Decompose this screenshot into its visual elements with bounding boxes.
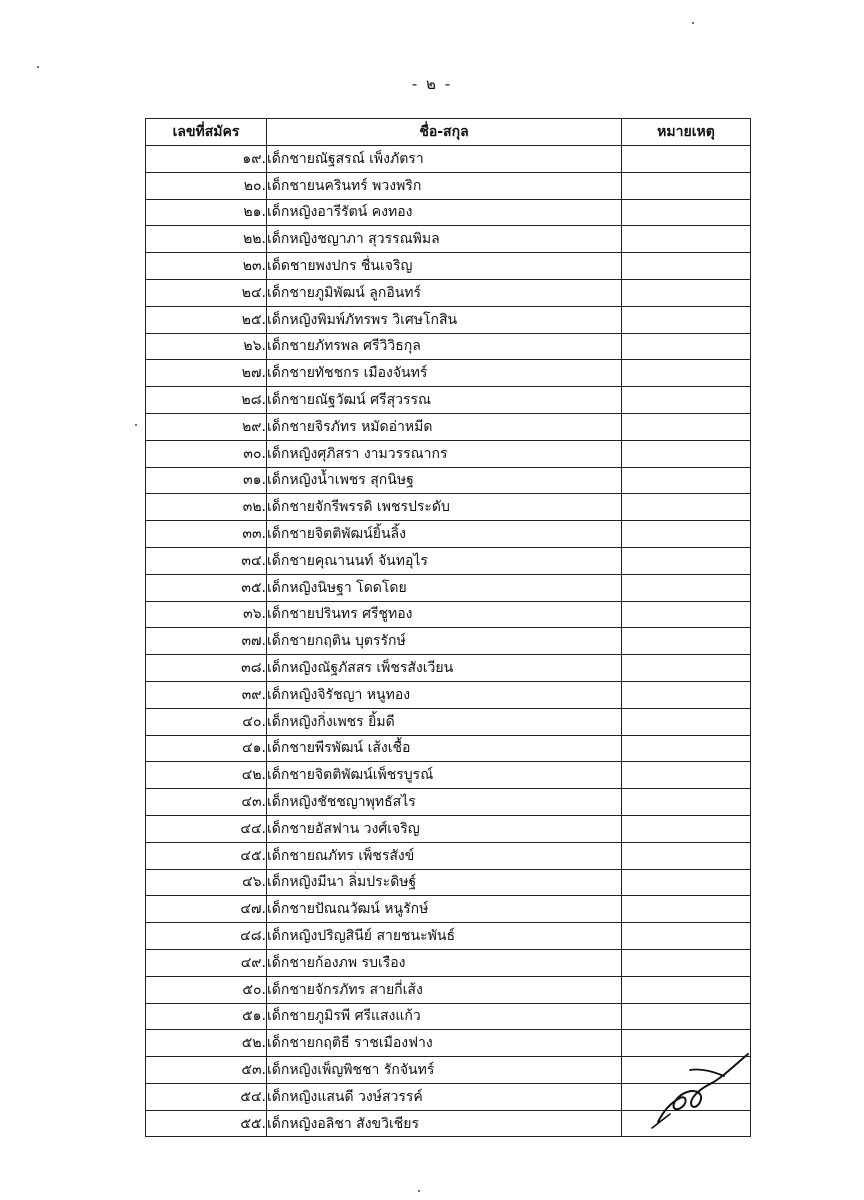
table-row xyxy=(146,869,751,896)
table-row xyxy=(146,949,751,976)
applicant-remark xyxy=(622,655,751,682)
applicant-number: ๕๑. xyxy=(146,1003,267,1030)
applicant-remark xyxy=(622,547,751,574)
table-row xyxy=(146,413,751,440)
scan-speck xyxy=(135,424,137,426)
table-row xyxy=(146,708,751,735)
applicant-remark xyxy=(622,574,751,601)
applicant-number: ๕๕. xyxy=(146,1110,267,1137)
applicant-number: ๕๐. xyxy=(146,976,267,1003)
applicant-number: ๒๕. xyxy=(146,306,267,333)
applicant-name: เด็กหญิงอารีรัตน์ คงทอง xyxy=(267,199,622,226)
scan-speck xyxy=(692,22,694,24)
applicant-name: เด็กหญิงพิมพ์ภัทรพร วิเศษโกสิน xyxy=(267,306,622,333)
applicant-name: เด็กชายก้องภพ รบเรือง xyxy=(267,949,622,976)
applicant-name: เด็กชายภัทรพล ศรีวิวิธกุล xyxy=(267,333,622,360)
applicant-number: ๔๘. xyxy=(146,923,267,950)
applicant-name: เด็กชายพีรพัฒน์ เส้งเชื้อ xyxy=(267,735,622,762)
table-row xyxy=(146,896,751,923)
applicant-remark xyxy=(622,842,751,869)
table-row xyxy=(146,306,751,333)
applicant-number: ๓๒. xyxy=(146,494,267,521)
applicant-name: เด็กหญิงปริญสินีย์ สายชนะพันธ์ xyxy=(267,923,622,950)
applicant-remark xyxy=(622,762,751,789)
table-row xyxy=(146,387,751,414)
applicant-number: ๕๒. xyxy=(146,1030,267,1057)
applicant-remark xyxy=(622,333,751,360)
applicant-name: เด็กชายนครินทร์ พวงพริก xyxy=(267,172,622,199)
applicant-name: เด็กชายภูมิรพี ศรีแสงแก้ว xyxy=(267,1003,622,1030)
applicant-name: เด็กชายจักรภัทร สายกี่เส้ง xyxy=(267,976,622,1003)
applicant-remark xyxy=(622,815,751,842)
applicant-number: ๔๑. xyxy=(146,735,267,762)
applicant-remark xyxy=(622,440,751,467)
applicant-number: ๔๗. xyxy=(146,896,267,923)
table-row xyxy=(146,521,751,548)
applicant-name: เด็กหญิงจิรัชญา หนูทอง xyxy=(267,681,622,708)
table-row xyxy=(146,253,751,280)
header-number: เลขที่สมัคร xyxy=(146,119,267,146)
page-number: - ๒ - xyxy=(411,75,453,93)
applicant-name: เด็กชายจิรภัทร หมัดอ่าหมีด xyxy=(267,413,622,440)
applicant-number: ๒๗. xyxy=(146,360,267,387)
applicant-name: เด็กชายจิตติพัฒน์ยิ้นลิ้ง xyxy=(267,521,622,548)
applicant-number: ๒๖. xyxy=(146,333,267,360)
table-row xyxy=(146,547,751,574)
applicant-remark xyxy=(622,521,751,548)
applicant-name: เด็กหญิงกิ่งเพชร ยิ้มดี xyxy=(267,708,622,735)
applicant-remark xyxy=(622,708,751,735)
applicant-name: เด็กชายกฤติน บุตรรักษ์ xyxy=(267,628,622,655)
applicant-name: เด็กหญิงอลิชา สังขวิเชียร xyxy=(267,1110,622,1137)
applicant-name: เด็กหญิงศุภิสรา งามวรรณากร xyxy=(267,440,622,467)
applicant-remark xyxy=(622,413,751,440)
table-row xyxy=(146,735,751,762)
applicant-number: ๔๐. xyxy=(146,708,267,735)
applicant-number: ๓๘. xyxy=(146,655,267,682)
applicant-remark xyxy=(622,253,751,280)
applicant-number: ๔๙. xyxy=(146,949,267,976)
applicant-remark xyxy=(622,789,751,816)
table-row xyxy=(146,360,751,387)
table-row xyxy=(146,789,751,816)
table-header-row xyxy=(146,119,751,146)
applicant-name: เด็กชายณัฐวัฒน์ ศรีสุวรรณ xyxy=(267,387,622,414)
applicant-name: เด็กหญิงนิษฐา โดดโดย xyxy=(267,574,622,601)
applicant-number: ๓๑. xyxy=(146,467,267,494)
table-row xyxy=(146,574,751,601)
scan-speck xyxy=(37,66,39,68)
applicant-remark xyxy=(622,146,751,173)
table-row xyxy=(146,467,751,494)
applicant-remark xyxy=(622,279,751,306)
applicant-number: ๓๙. xyxy=(146,681,267,708)
table-row xyxy=(146,601,751,628)
applicant-number: ๕๓. xyxy=(146,1057,267,1084)
applicant-remark xyxy=(622,306,751,333)
table-row xyxy=(146,226,751,253)
header-name: ชื่อ-สกุล xyxy=(267,119,622,146)
applicant-name: เด็กหญิงมีนา ลิ่มประดิษฐ์ xyxy=(267,869,622,896)
applicant-remark xyxy=(622,601,751,628)
applicant-remark xyxy=(622,172,751,199)
applicant-name: เด็กชายณัฐสรณ์ เพ็งภัตรา xyxy=(267,146,622,173)
applicant-remark xyxy=(622,681,751,708)
applicant-name: เด็กหญิงชัชชญาพุทธัสไร xyxy=(267,789,622,816)
applicant-name: เด็กชายอัสฟาน วงศ์เจริญ xyxy=(267,815,622,842)
applicant-remark xyxy=(622,949,751,976)
applicant-name: เด็กชายทัชชกร เมืองจันทร์ xyxy=(267,360,622,387)
table-row xyxy=(146,976,751,1003)
header-remark: หมายเหตุ xyxy=(622,119,751,146)
table-row xyxy=(146,333,751,360)
applicant-number: ๕๔. xyxy=(146,1083,267,1110)
applicant-name: เด็กชายคุณานนท์ จันทอุไร xyxy=(267,547,622,574)
table-row xyxy=(146,172,751,199)
table-row xyxy=(146,815,751,842)
applicant-remark xyxy=(622,628,751,655)
applicant-name: เด็กชายภูมิพัฒน์ ลูกอินทร์ xyxy=(267,279,622,306)
table-row xyxy=(146,628,751,655)
applicant-number: ๓๓. xyxy=(146,521,267,548)
applicant-number: ๓๔. xyxy=(146,547,267,574)
applicant-remark xyxy=(622,869,751,896)
table-row xyxy=(146,923,751,950)
applicant-number: ๔๕. xyxy=(146,842,267,869)
applicant-remark xyxy=(622,923,751,950)
applicant-number: ๓๕. xyxy=(146,574,267,601)
applicant-name: เด็กชายกฤติธี ราชเมืองฟาง xyxy=(267,1030,622,1057)
handwritten-signature xyxy=(650,1010,755,1130)
applicant-remark xyxy=(622,494,751,521)
table-row xyxy=(146,199,751,226)
applicant-name: เด็กหญิงชญาภา สุวรรณพิมล xyxy=(267,226,622,253)
applicant-number: ๓๐. xyxy=(146,440,267,467)
applicant-number: ๒๘. xyxy=(146,387,267,414)
applicant-number: ๔๖. xyxy=(146,869,267,896)
scan-speck xyxy=(418,1190,420,1192)
applicant-number: ๒๑. xyxy=(146,199,267,226)
applicant-number: ๔๓. xyxy=(146,789,267,816)
applicant-number: ๓๗. xyxy=(146,628,267,655)
applicant-number: ๒๙. xyxy=(146,413,267,440)
table-row xyxy=(146,842,751,869)
applicant-number: ๔๔. xyxy=(146,815,267,842)
table-row xyxy=(146,681,751,708)
applicant-number: ๒๓. xyxy=(146,253,267,280)
applicant-remark xyxy=(622,226,751,253)
applicant-name: เด็กหญิงณัฐภัสสร เพ็ชรสังเวียน xyxy=(267,655,622,682)
applicant-number: ๔๒. xyxy=(146,762,267,789)
applicant-number: ๑๙. xyxy=(146,146,267,173)
table-row xyxy=(146,655,751,682)
applicant-number: ๒๐. xyxy=(146,172,267,199)
applicant-table xyxy=(145,118,751,1137)
applicant-number: ๓๖. xyxy=(146,601,267,628)
applicant-name: เด็กหญิงน้ำเพชร สุกนิษฐ xyxy=(267,467,622,494)
applicant-name: เด็กชายจักรีพรรดิ เพชรประดับ xyxy=(267,494,622,521)
applicant-remark xyxy=(622,896,751,923)
applicant-name: เด็กหญิงแสนดี วงษ์สวรรค์ xyxy=(267,1083,622,1110)
applicant-name: เด็กชายปัณณวัฒน์ หนูรักษ์ xyxy=(267,896,622,923)
applicant-name: เด็กหญิงเพ็ญพิชชา รักจันทร์ xyxy=(267,1057,622,1084)
applicant-remark xyxy=(622,199,751,226)
table-row xyxy=(146,494,751,521)
applicant-remark xyxy=(622,360,751,387)
table-row xyxy=(146,146,751,173)
table-row xyxy=(146,440,751,467)
applicant-remark xyxy=(622,467,751,494)
table-row xyxy=(146,762,751,789)
applicant-name: เด็กชายจิตติพัฒน์เพ็ชรบูรณ์ xyxy=(267,762,622,789)
table-row xyxy=(146,279,751,306)
applicant-name: เด็ดชายพงปกร ชื่นเจริญ xyxy=(267,253,622,280)
applicant-remark xyxy=(622,387,751,414)
applicant-remark xyxy=(622,735,751,762)
table-body xyxy=(146,146,751,1137)
applicant-number: ๒๔. xyxy=(146,279,267,306)
applicant-number: ๒๒. xyxy=(146,226,267,253)
applicant-name: เด็กชายปรินทร ศรีชูทอง xyxy=(267,601,622,628)
applicant-name: เด็กชายณภัทร เพ็ชรสังข์ xyxy=(267,842,622,869)
applicant-remark xyxy=(622,976,751,1003)
